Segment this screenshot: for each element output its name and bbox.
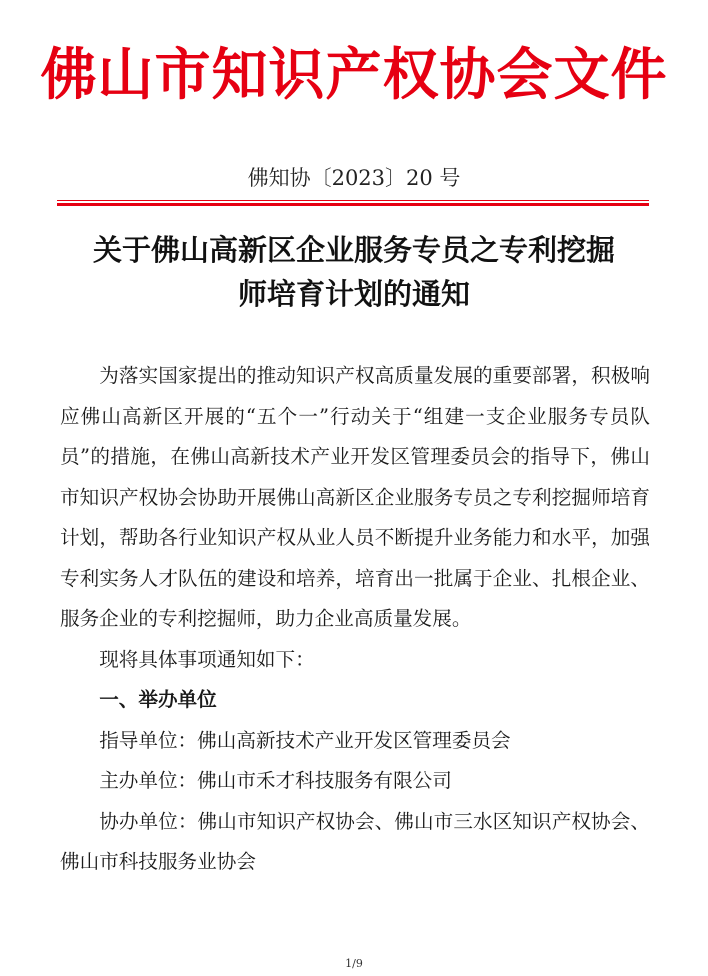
lead-sentence: 现将具体事项通知如下： <box>99 647 315 671</box>
guidance-unit-line: 指导单位：佛山高新技术产业开发区管理委员会 <box>99 728 511 752</box>
document-body <box>60 356 650 883</box>
co-units-paragraph: 协办单位：佛山市知识产权协会、佛山市三水区知识产权协会、佛山市科技服务业协会 <box>60 809 650 873</box>
document-number: 佛知协〔2023〕20 号 <box>247 166 461 190</box>
notice-title-line-2: 师培育计划的通知 <box>237 277 470 311</box>
intro-paragraph: 为落实国家提出的推动知识产权高质量发展的重要部署，积极响应佛山高新区开展的“五个一”行动关于“组建一支企业服务专员队员”的措施，在佛山高新技术产业开发区管理委员会的指导下，佛山市知识产权协会协助开展佛山高新区企业服务专员之专利挖掘师培育计划，帮助各行业知识产权从业人员不断提升业务能力和水平，加强专利实务人才队伍的建设和培养，培育出一批属于企业、扎根企业、服务企业的专利挖掘师，助力企业高质量发展。 <box>60 364 650 630</box>
document-masthead: 佛山市知识产权协会文件 <box>40 42 668 108</box>
red-divider-thin <box>57 200 649 201</box>
notice-title <box>40 228 668 316</box>
red-divider-thick <box>57 203 649 206</box>
host-unit-line: 主办单位：佛山市禾才科技服务有限公司 <box>99 769 452 792</box>
page-indicator: 1/9 <box>345 957 363 970</box>
notice-title-line-1: 关于佛山高新区企业服务专员之专利挖掘 <box>92 233 615 267</box>
section-heading-organizers: 一、举办单位 <box>99 688 217 711</box>
